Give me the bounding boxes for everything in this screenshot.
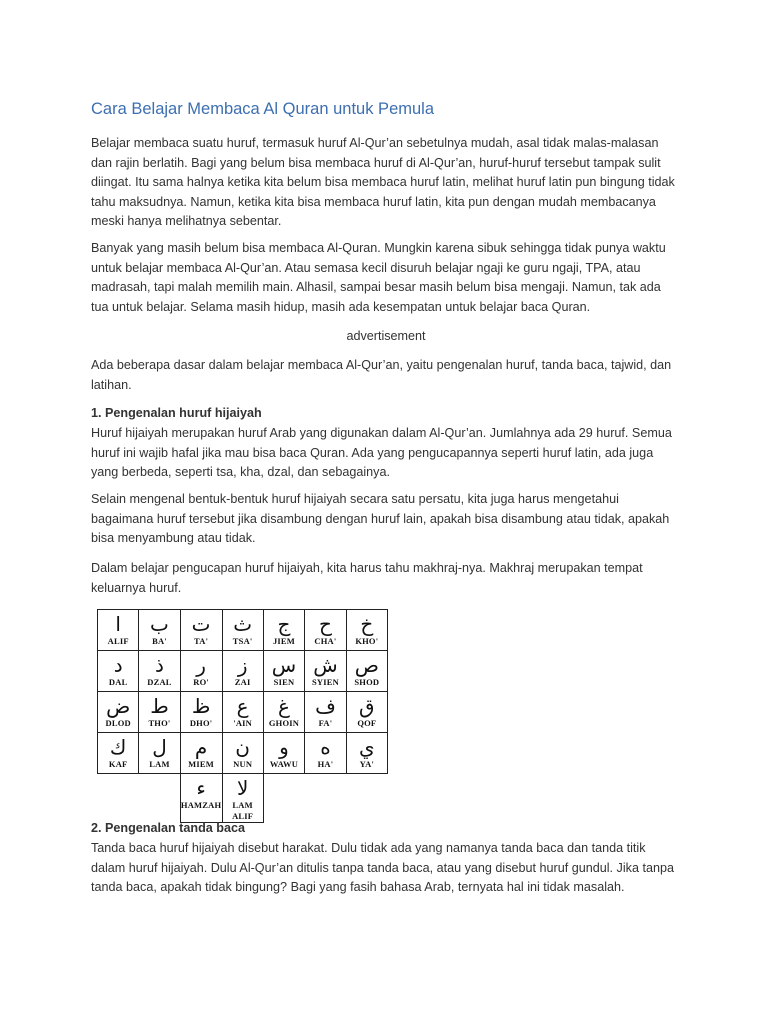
letter-name: YA': [359, 759, 375, 769]
letter-name: LAM ALIF: [232, 800, 254, 821]
arabic-letter: ق: [359, 694, 375, 718]
arabic-letter: د: [113, 653, 123, 677]
arabic-letter: خ: [360, 612, 374, 636]
hijaiyah-cell: [139, 610, 180, 651]
arabic-letter: ح: [318, 612, 332, 636]
empty-cell: [346, 774, 387, 823]
hijaiyah-cell: [263, 610, 305, 651]
advertisement-label: advertisement: [346, 329, 426, 343]
letter-name: HA': [317, 759, 334, 769]
hijaiyah-cell: [222, 692, 263, 733]
hijaiyah-cell: [180, 651, 222, 692]
letter-name: SHOD: [354, 677, 380, 687]
arabic-letter: ص: [354, 653, 379, 677]
arabic-letter: ج: [277, 612, 291, 636]
letter-name: 'AIN: [233, 718, 253, 728]
letter-name: MIEM: [188, 759, 214, 769]
hijaiyah-cell: [263, 733, 305, 774]
letter-name: ZAI: [234, 677, 251, 687]
arabic-letter: ض: [106, 694, 131, 718]
arabic-letter: و: [279, 735, 289, 759]
hijaiyah-cell: [180, 774, 222, 823]
hijaiyah-cell: [98, 651, 139, 692]
hijaiyah-cell: [346, 733, 387, 774]
paragraph-5: Selain mengenal bentuk-bentuk huruf hijaiyah secara satu persatu, kita juga harus mengetahui bagaimana huruf tersebut jika disambung dengan huruf lain, apakah bisa disambung atau tidak, apakah bisa menyambung atau tidak.: [91, 492, 670, 546]
hijaiyah-row: [98, 692, 388, 733]
hijaiyah-cell: [263, 692, 305, 733]
hijaiyah-table: [97, 609, 388, 821]
letter-name: BA': [152, 636, 167, 646]
arabic-letter: ط: [150, 694, 169, 718]
letter-name: KHO': [355, 636, 379, 646]
paragraph-4: Huruf hijaiyah merupakan huruf Arab yang digunakan dalam Al-Qur’an. Jumlahnya ada 29 huruf. Semua huruf ini wajib hafal jika mau bisa baca Quran. Ada yang pengucapannya seperti huruf latin, ada juga yang berbeda, seperti tsa, kha, dzal, dan sebagainya.: [91, 426, 672, 480]
arabic-letter: م: [194, 735, 208, 759]
arabic-letter: ش: [313, 653, 338, 677]
hijaiyah-row: [98, 733, 388, 774]
letter-name: ALIF: [107, 636, 129, 646]
arabic-letter: ه: [320, 735, 331, 759]
arabic-letter: ت: [191, 612, 211, 636]
letter-name: SIEN: [273, 677, 295, 687]
arabic-letter: ز: [237, 653, 248, 677]
letter-name: DLOD: [105, 718, 131, 728]
hijaiyah-cell: [305, 733, 346, 774]
hijaiyah-cell: [139, 692, 180, 733]
arabic-letter: ي: [358, 735, 375, 759]
letter-name: DZAL: [147, 677, 172, 687]
hijaiyah-cell: [222, 651, 263, 692]
arabic-letter: س: [271, 653, 297, 677]
letter-name: CHA': [314, 636, 337, 646]
hijaiyah-cell: [180, 733, 222, 774]
letter-name: TA': [194, 636, 209, 646]
letter-name: NUN: [233, 759, 253, 769]
hijaiyah-cell: [346, 692, 387, 733]
arabic-letter: ظ: [191, 694, 211, 718]
arabic-letter: غ: [278, 694, 290, 718]
hijaiyah-row: [98, 651, 388, 692]
empty-cell: [263, 774, 305, 823]
hijaiyah-row: [98, 774, 388, 823]
arabic-letter: ء: [196, 776, 206, 800]
letter-name: SYIEN: [311, 677, 339, 687]
letter-name: TSA': [232, 636, 253, 646]
empty-cell: [139, 774, 180, 823]
empty-cell: [305, 774, 346, 823]
hijaiyah-cell: [139, 651, 180, 692]
hijaiyah-cell: [98, 733, 139, 774]
hijaiyah-cell: [346, 610, 387, 651]
paragraph-3: Ada beberapa dasar dalam belajar membaca Al-Qur’an, yaitu pengenalan huruf, tanda baca, tajwid, dan latihan.: [91, 358, 672, 392]
letter-name: LAM: [149, 759, 170, 769]
paragraph-6: Dalam belajar pengucapan huruf hijaiyah, kita harus tahu makhraj-nya. Makhraj merupakan tempat keluarnya huruf.: [91, 561, 643, 595]
arabic-letter: لا: [236, 776, 249, 800]
arabic-letter: ن: [235, 735, 250, 759]
arabic-letter: ع: [236, 694, 249, 718]
hijaiyah-cell: [222, 610, 263, 651]
arabic-letter: ذ: [155, 653, 164, 677]
letter-name: DHO': [189, 718, 213, 728]
empty-cell: [98, 774, 139, 823]
hijaiyah-cell: [222, 733, 263, 774]
hijaiyah-row: [98, 610, 388, 651]
letter-name: FA': [318, 718, 333, 728]
hijaiyah-cell: [222, 774, 263, 823]
hijaiyah-cell: [139, 733, 180, 774]
hijaiyah-cell: [305, 610, 346, 651]
letter-name: DAL: [108, 677, 128, 687]
letter-name: JIEM: [272, 636, 296, 646]
letter-name: QOF: [357, 718, 377, 728]
arabic-letter: ث: [233, 612, 253, 636]
heading-tanda-baca: 2. Pengenalan tanda baca: [91, 821, 245, 835]
letter-name: KAF: [108, 759, 128, 769]
hijaiyah-cell: [180, 692, 222, 733]
hijaiyah-cell: [305, 651, 346, 692]
hijaiyah-cell: [346, 651, 387, 692]
arabic-letter: ب: [150, 612, 169, 636]
letter-name: WAWU: [269, 759, 299, 769]
paragraph-2: Banyak yang masih belum bisa membaca Al-Quran. Mungkin karena sibuk sehingga tidak punya waktu untuk belajar membaca Al-Qur’an. Atau semasa kecil disuruh belajar ngaji ke guru ngaji, TPA, atau madrasah, tapi malah memilih main. Alhasil, sampai besar masih belum bisa mengaji. Namun, tak ada tua untuk belajar. Selama masih hidup, masih ada kesempatan untuk belajar baca Quran.: [91, 241, 666, 314]
arabic-letter: ك: [109, 735, 127, 759]
letter-name: RO': [193, 677, 209, 687]
arabic-letter: ا: [115, 612, 121, 636]
article-title: Cara Belajar Membaca Al Quran untuk Pemula: [91, 100, 435, 118]
hijaiyah-cell: [98, 692, 139, 733]
paragraph-7: Tanda baca huruf hijaiyah disebut harakat. Dulu tidak ada yang namanya tanda baca dan tanda titik dalam huruf hijaiyah. Dulu Al-Qur’an ditulis tanpa tanda baca, atau yang disebut huruf gundul. Jika tanpa tanda baca, apakah tidak bingung? Bagi yang fasih bahasa Arab, ternyata hal ini tidak masalah.: [91, 841, 674, 895]
hijaiyah-cell: [98, 610, 139, 651]
paragraph-intro: Belajar membaca suatu huruf, termasuk huruf Al-Qur’an sebetulnya mudah, asal tidak malas-malasan dan rajin berlatih. Bagi yang belum bisa membaca huruf di Al-Qur’an, huruf-huruf tersebut tampak sulit diingat. Itu sama halnya ketika kita belum bisa membaca huruf latin, melihat huruf latin pun bingung tidak tahu maksudnya. Namun, ketika kita bisa membaca huruf latin, kita pun dengan mudah membacanya meski hanya melihatnya sebentar.: [91, 136, 675, 229]
hijaiyah-cell: [263, 651, 305, 692]
hijaiyah-cell: [180, 610, 222, 651]
letter-name: GHOIN: [268, 718, 300, 728]
hijaiyah-cell: [305, 692, 346, 733]
letter-name: THO': [148, 718, 171, 728]
heading-hijaiyah: 1. Pengenalan huruf hijaiyah: [91, 406, 262, 420]
arabic-letter: ر: [196, 653, 206, 677]
arabic-letter: ل: [152, 735, 167, 759]
letter-name: HAMZAH: [180, 800, 222, 810]
arabic-letter: ف: [315, 694, 336, 718]
